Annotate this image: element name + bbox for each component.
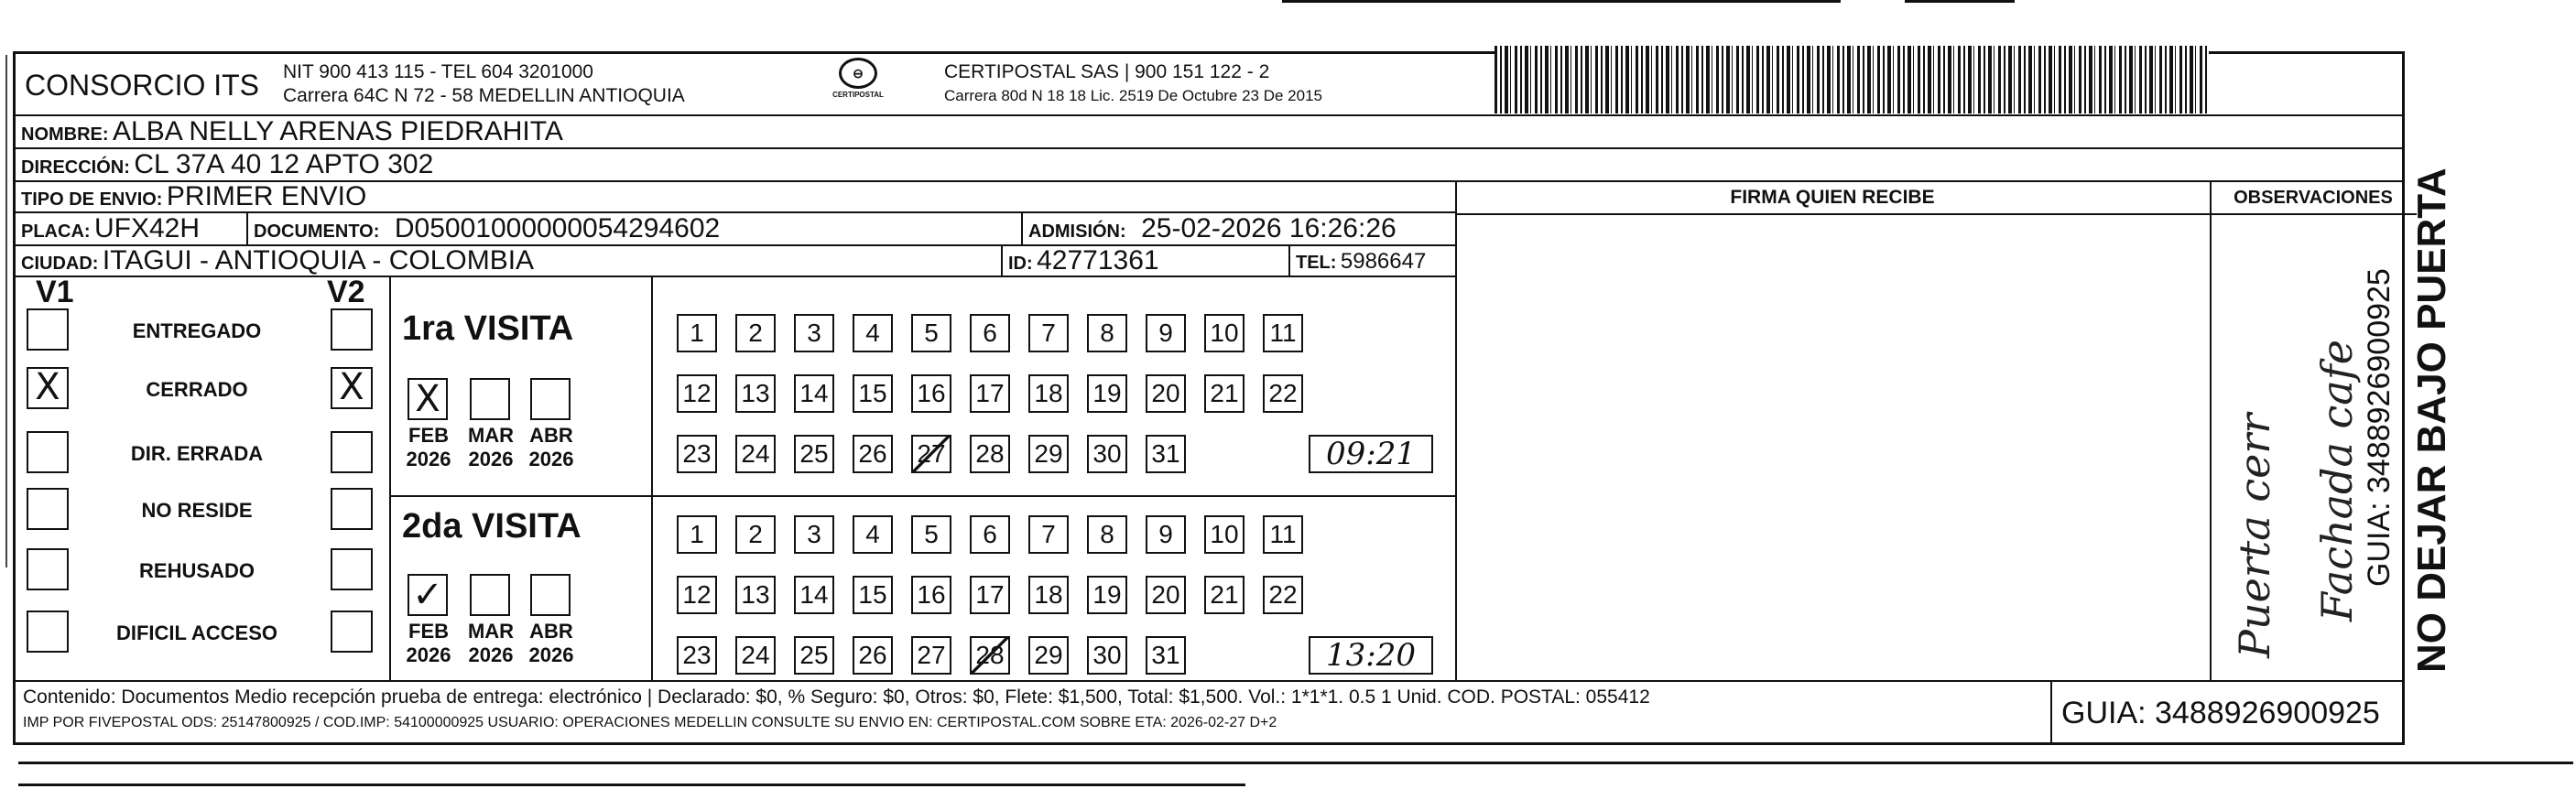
month-year: 2026	[468, 448, 514, 470]
day-box[interactable]: 13	[735, 576, 776, 614]
month-year: 2026	[528, 448, 574, 470]
day-box[interactable]: 26	[853, 435, 893, 473]
address-label: DIRECCIÓN:	[21, 157, 130, 178]
month-checkbox[interactable]	[530, 378, 571, 420]
status-label: NO RESIDE	[141, 499, 253, 522]
month-year: 2026	[528, 643, 574, 666]
day-box[interactable]: 1	[677, 515, 717, 554]
day-box[interactable]: 10	[1204, 314, 1245, 352]
month-checkbox[interactable]	[470, 574, 510, 616]
day-box[interactable]: 20	[1146, 374, 1186, 413]
day-box[interactable]: 23	[677, 435, 717, 473]
day-box[interactable]: 27	[911, 435, 951, 473]
day-box[interactable]: 23	[677, 636, 717, 675]
month-name: ABR	[529, 424, 573, 447]
month-label	[461, 424, 521, 471]
day-box[interactable]: 21	[1204, 374, 1245, 413]
observations-header: OBSERVACIONES	[2234, 188, 2393, 208]
day-box[interactable]: 4	[853, 314, 893, 352]
day-box[interactable]: 8	[1087, 515, 1127, 554]
day-box[interactable]: 21	[1204, 576, 1245, 614]
delivery-card: CONSORCIO ITS NIT 900 413 115 - TEL 604 3201000 Carrera 64C N 72 - 58 MEDELLIN ANTIOQUIA ⊖ CERTIPOSTAL CERTIPOSTAL SAS | 900 151 122 - 2 Carrera 80d N 18 18 Lic. 2519 De Octubre 23 De 2015 NOMBRE: ALBA NELLY ARENAS PIEDRAHITA DIRECCIÓN: CL 37A 40 12 APTO 302 TIPO DE ENVIO: PRIMER ENVIO FIRMA QUIEN RECIBE OBSERVACIONES PLACA: UFX42H DOCUMENTO: D05001000000054294602 ADMISIÓN: 25-02-2026 16:26:26 CIUDAD: ITAGUI - ANTIOQUIA - COLOMBIA ID: 42771361 TEL: 5986647 V1 V2 ENTREGADO X CERRADO X DIR. ERRADA NO RESIDE REHUSADO DIFICIL ACCESO 1ra VISITA X FEB 2026 MAR 2026 ABR 2026 2da VISITA ✓ FEB 2026 MAR 2026 ABR 2026 1 2 3 4 5 6 7 8 9 10 11 12 13 14 15 16 17 18 19 20 21 22 23 24 25 26 27 28 29 30 31 09:21 1 2 3 4 5 6 7 8 9 10 11 12 13 14 15 16 17 18 19 20 21 22 23 24 25 26 27 28 29 30 31 13:20 Puerta cerr Fachada cafe NO DEJAR BAJO PUERTA GUIA: 3488926900925 Contenido: Documentos Medio recepción prueba de entrega: electrónico | Declarado: $0, % Seguro: $0, Otros: $0, Flete: $1,500, Total: $1,500. Vol.: 1*1*1. 0.5 1 Unid. COD. POSTAL: 055412 IMP POR FIVEPOSTAL ODS: 25147800925 / COD.IMP: 54100000925 USUARIO: OPERACIONES MEDELLIN CONSULTE SU ENVIO EN: CERTIPOSTAL.COM SOBRE ETA: 2026-02-27 D+2 GUIA: 3488926900925	[13, 51, 2405, 745]
status-label: DIR. ERRADA	[130, 442, 264, 465]
day-box[interactable]: 7	[1028, 515, 1069, 554]
v2-checkbox[interactable]	[331, 308, 373, 351]
id-value: 42771361	[1037, 245, 1159, 276]
day-box[interactable]: 11	[1263, 314, 1303, 352]
observation-line-1: Puerta cerr	[2230, 413, 2279, 658]
admission-value: 25-02-2026 16:26:26	[1141, 213, 1397, 243]
v1-label: V1	[36, 275, 74, 309]
tel-value: 5986647	[1340, 249, 1427, 274]
day-box[interactable]: 29	[1028, 435, 1069, 473]
day-box[interactable]: 12	[677, 576, 717, 614]
status-label: DIFICIL ACCESO	[115, 621, 277, 644]
day-box[interactable]: 10	[1204, 515, 1245, 554]
day-box[interactable]: 1	[677, 314, 717, 352]
month-name: MAR	[467, 424, 515, 447]
company-name: CONSORCIO ITS	[25, 69, 260, 102]
day-box[interactable]: 2	[735, 314, 776, 352]
admission-label: ADMISIÓN:	[1028, 222, 1126, 242]
recipient-address: CL 37A 40 12 APTO 302	[134, 149, 434, 179]
day-box[interactable]: 24	[735, 435, 776, 473]
document-value: D05001000000054294602	[394, 213, 721, 243]
v1-checkbox[interactable]	[27, 548, 69, 590]
day-box[interactable]: 7	[1028, 314, 1069, 352]
day-box[interactable]: 6	[970, 515, 1010, 554]
day-box[interactable]: 18	[1028, 576, 1069, 614]
plate-label: PLACA:	[21, 222, 91, 242]
signature-header: FIRMA QUIEN RECIBE	[1730, 187, 1935, 208]
status-label: REHUSADO	[139, 559, 255, 582]
day-box[interactable]: 29	[1028, 636, 1069, 675]
month-label	[398, 424, 459, 471]
day-box[interactable]: 11	[1263, 515, 1303, 554]
day-box[interactable]: 17	[970, 374, 1010, 413]
tel-cell	[1296, 248, 1426, 278]
month-name: FEB	[408, 620, 449, 643]
month-year: 2026	[406, 448, 451, 470]
scan-edge-line	[18, 762, 2573, 764]
v2-checkbox[interactable]	[331, 548, 373, 590]
day-box[interactable]: 19	[1087, 576, 1127, 614]
logo-icon: ⊖	[839, 58, 877, 89]
second-visit-title: 2da VISITA	[402, 507, 582, 546]
side-guide-number: GUIA: 3488926900925	[2362, 268, 2397, 587]
company-nit: NIT 900 413 115 - TEL 604 3201000	[283, 61, 593, 82]
day-box[interactable]: 14	[794, 576, 834, 614]
day-box[interactable]: 9	[1146, 515, 1186, 554]
scan-edge-line	[5, 55, 7, 567]
day-box[interactable]: 28	[970, 636, 1010, 675]
v2-checkbox[interactable]	[331, 488, 373, 530]
month-checkbox[interactable]: X	[408, 378, 448, 420]
id-label: ID:	[1008, 254, 1033, 274]
day-box[interactable]: 20	[1146, 576, 1186, 614]
day-box[interactable]: 22	[1263, 374, 1303, 413]
v1-checkbox[interactable]	[27, 431, 69, 473]
footer-guide-number: GUIA: 3488926900925	[2061, 696, 2380, 730]
v2-label: V2	[327, 275, 365, 309]
day-box[interactable]: 3	[794, 314, 834, 352]
month-name: MAR	[467, 620, 515, 643]
month-year: 2026	[406, 643, 451, 666]
v1-checkbox[interactable]	[27, 308, 69, 351]
v2-checkbox[interactable]	[331, 611, 373, 653]
footer-contents: Contenido: Documentos Medio recepción prueba de entrega: electrónico | Declarado: $0, % Seguro: $0, Otros: $0, Flete: $1,500, Total: $1,500. Vol.: 1*1*1. 0.5 1 Unid. COD. POSTAL: 055412	[23, 686, 1650, 708]
month-label	[461, 620, 521, 667]
month-checkbox[interactable]	[530, 574, 571, 616]
day-box[interactable]: 9	[1146, 314, 1186, 352]
month-checkbox[interactable]: ✓	[408, 574, 448, 616]
status-label: ENTREGADO	[132, 319, 262, 342]
courier-license: Carrera 80d N 18 18 Lic. 2519 De Octubre 23 De 2015	[944, 87, 1322, 104]
v1-checkbox[interactable]	[27, 611, 69, 653]
day-box[interactable]: 30	[1087, 435, 1127, 473]
month-checkbox[interactable]	[470, 378, 510, 420]
tel-label: TEL:	[1296, 253, 1337, 273]
city-value: ITAGUI - ANTIOQUIA - COLOMBIA	[102, 245, 535, 276]
day-box[interactable]: 15	[853, 576, 893, 614]
recipient-name: ALBA NELLY ARENAS PIEDRAHITA	[113, 116, 563, 146]
guide-barcode	[1495, 46, 2209, 113]
document-label: DOCUMENTO:	[254, 222, 380, 242]
day-box[interactable]: 2	[735, 515, 776, 554]
day-box[interactable]: 16	[911, 576, 951, 614]
month-label	[521, 424, 582, 471]
day-box[interactable]: 26	[853, 636, 893, 675]
day-box[interactable]: 27	[911, 636, 951, 675]
day-box[interactable]: 22	[1263, 576, 1303, 614]
v2-checkbox[interactable]	[331, 431, 373, 473]
day-box[interactable]: 31	[1146, 636, 1186, 675]
company-address: Carrera 64C N 72 - 58 MEDELLIN ANTIOQUIA	[283, 85, 685, 106]
month-year: 2026	[468, 643, 514, 666]
v1-checkbox[interactable]: X	[27, 367, 69, 409]
day-box[interactable]: 25	[794, 435, 834, 473]
visit-time: 09:21	[1309, 435, 1433, 473]
city-label: CIUDAD:	[21, 254, 99, 274]
month-name: ABR	[529, 620, 573, 643]
courier-name: CERTIPOSTAL SAS | 900 151 122 - 2	[944, 61, 1270, 82]
day-box[interactable]: 31	[1146, 435, 1186, 473]
visit-time: 13:20	[1309, 636, 1433, 675]
scan-edge-line	[1905, 0, 2015, 3]
plate-value: UFX42H	[94, 213, 201, 243]
day-box[interactable]: 25	[794, 636, 834, 675]
month-name: FEB	[408, 424, 449, 447]
status-label: CERRADO	[146, 378, 248, 401]
day-box[interactable]: 13	[735, 374, 776, 413]
scan-edge-line	[18, 784, 1245, 786]
scan-edge-line	[1282, 0, 1841, 3]
first-visit-title: 1ra VISITA	[402, 309, 574, 348]
shipping-type: PRIMER ENVIO	[166, 181, 367, 211]
day-box[interactable]: 18	[1028, 374, 1069, 413]
shipping-type-label: TIPO DE ENVIO:	[21, 189, 163, 210]
day-box[interactable]: 8	[1087, 314, 1127, 352]
day-box[interactable]: 30	[1087, 636, 1127, 675]
day-box[interactable]: 3	[794, 515, 834, 554]
observation-line-2: Fachada cafe	[2312, 340, 2362, 621]
footer-print-info: IMP POR FIVEPOSTAL ODS: 25147800925 / COD.IMP: 54100000925 USUARIO: OPERACIONES MEDELLIN CONSULTE SU ENVIO EN: CERTIPOSTAL.COM SOBRE ETA: 2026-02-27 D+2	[23, 715, 1277, 730]
day-box[interactable]: 14	[794, 374, 834, 413]
month-label	[398, 620, 459, 667]
day-box[interactable]: 17	[970, 576, 1010, 614]
v1-checkbox[interactable]	[27, 488, 69, 530]
day-box[interactable]: 5	[911, 515, 951, 554]
day-box[interactable]: 15	[853, 374, 893, 413]
day-box[interactable]: 24	[735, 636, 776, 675]
name-label: NOMBRE:	[21, 124, 109, 145]
day-box[interactable]: 6	[970, 314, 1010, 352]
day-box[interactable]: 4	[853, 515, 893, 554]
day-box[interactable]: 19	[1087, 374, 1127, 413]
month-label	[521, 620, 582, 667]
day-box[interactable]: 16	[911, 374, 951, 413]
day-box[interactable]: 28	[970, 435, 1010, 473]
day-box[interactable]: 5	[911, 314, 951, 352]
day-box[interactable]: 12	[677, 374, 717, 413]
certipostal-logo	[821, 58, 895, 99]
v2-checkbox[interactable]: X	[331, 367, 373, 409]
logo-text: CERTIPOSTAL	[832, 91, 884, 99]
